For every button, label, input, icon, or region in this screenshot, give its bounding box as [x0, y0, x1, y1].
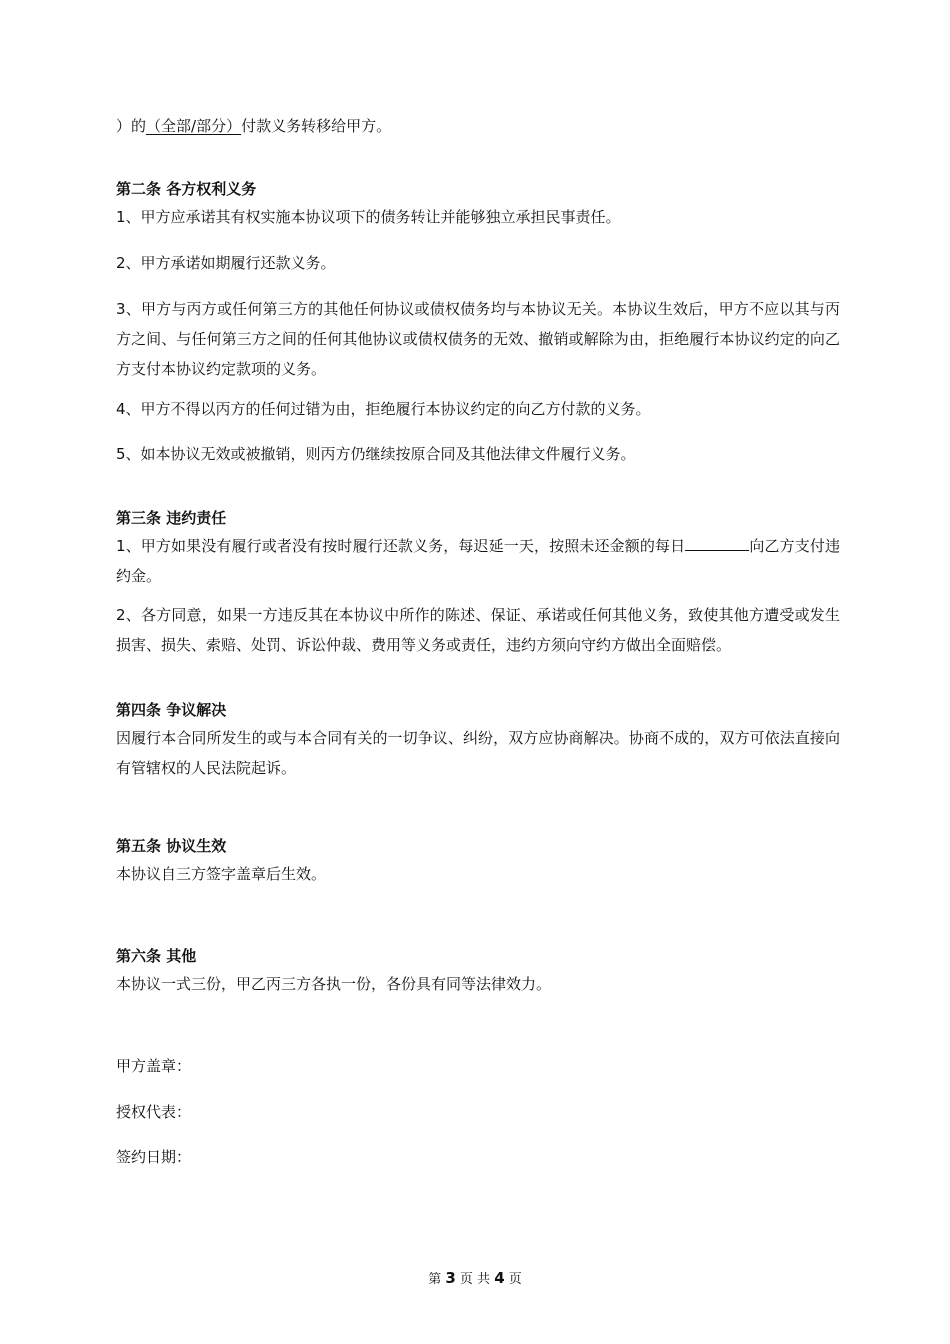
article-3-item-1-text-after: 向乙方支付违约金。 [116, 537, 840, 585]
continuation-suffix: 付款义务转移给甲方。 [241, 117, 392, 135]
page-number-footer [0, 1268, 950, 1290]
total-page-number: 4 [494, 1269, 505, 1287]
scope-option-underlined: （全部/部分） [146, 117, 242, 135]
footer-page-prefix: 第 [428, 1272, 442, 1287]
footer-page-middle: 页 共 [459, 1272, 491, 1287]
continuation-paragraph [116, 111, 840, 141]
article-3-item-1 [116, 531, 840, 591]
authorized-representative-label: 授权代表： [116, 1103, 192, 1121]
article-4-body: 因履行本合同所发生的或与本合同有关的一切争议、纠纷，双方应协商解决。协商不成的，双方可依法直接向有管辖权的人民法院起诉。 [116, 729, 840, 777]
article-2-item-3: 3、甲方与丙方或任何第三方的其他任何协议或债权债务均与本协议无关。本协议生效后，甲方不应以其与丙方之间、与任何第三方之间的任何其他协议或债权债务的无效、撤销或解除为由，拒绝履行本协议约定的向乙方支付本协议约定款项的义务。 [116, 300, 840, 378]
current-page-number: 3 [445, 1269, 456, 1287]
article-2-heading: 第二条 各方权利义务 [116, 180, 257, 198]
article-4-heading: 第四条 争议解决 [116, 701, 227, 719]
article-2-item-1: 1、甲方应承诺其有权实施本协议项下的债务转让并能够独立承担民事责任。 [116, 208, 621, 226]
footer-page-suffix: 页 [508, 1272, 522, 1287]
party-a-seal-label: 甲方盖章： [116, 1057, 192, 1075]
article-3-item-1-text-before: 1、甲方如果没有履行或者没有按时履行还款义务，每迟延一天，按照未还金额的每日 [116, 537, 686, 555]
continuation-prefix: ）的 [116, 117, 147, 135]
article-5-body: 本协议自三方签字盖章后生效。 [116, 865, 327, 883]
article-2-item-4: 4、甲方不得以丙方的任何过错为由，拒绝履行本协议约定的向乙方付款的义务。 [116, 400, 651, 418]
article-6-heading: 第六条 其他 [116, 947, 197, 965]
penalty-rate-blank [685, 536, 749, 551]
article-6-body: 本协议一式三份，甲乙丙三方各执一份，各份具有同等法律效力。 [116, 975, 552, 993]
article-2-item-5: 5、如本协议无效或被撤销，则丙方仍继续按原合同及其他法律文件履行义务。 [116, 445, 636, 463]
article-3-item-2: 2、各方同意，如果一方违反其在本协议中所作的陈述、保证、承诺或任何其他义务，致使其他方遭受或发生损害、损失、索赔、处罚、诉讼仲裁、费用等义务或责任，违约方须向守约方做出全面赔偿。 [116, 606, 840, 654]
article-5-heading: 第五条 协议生效 [116, 837, 227, 855]
article-3-heading: 第三条 违约责任 [116, 509, 227, 527]
article-2-item-2: 2、甲方承诺如期履行还款义务。 [116, 254, 336, 272]
signing-date-label: 签约日期： [116, 1148, 192, 1166]
